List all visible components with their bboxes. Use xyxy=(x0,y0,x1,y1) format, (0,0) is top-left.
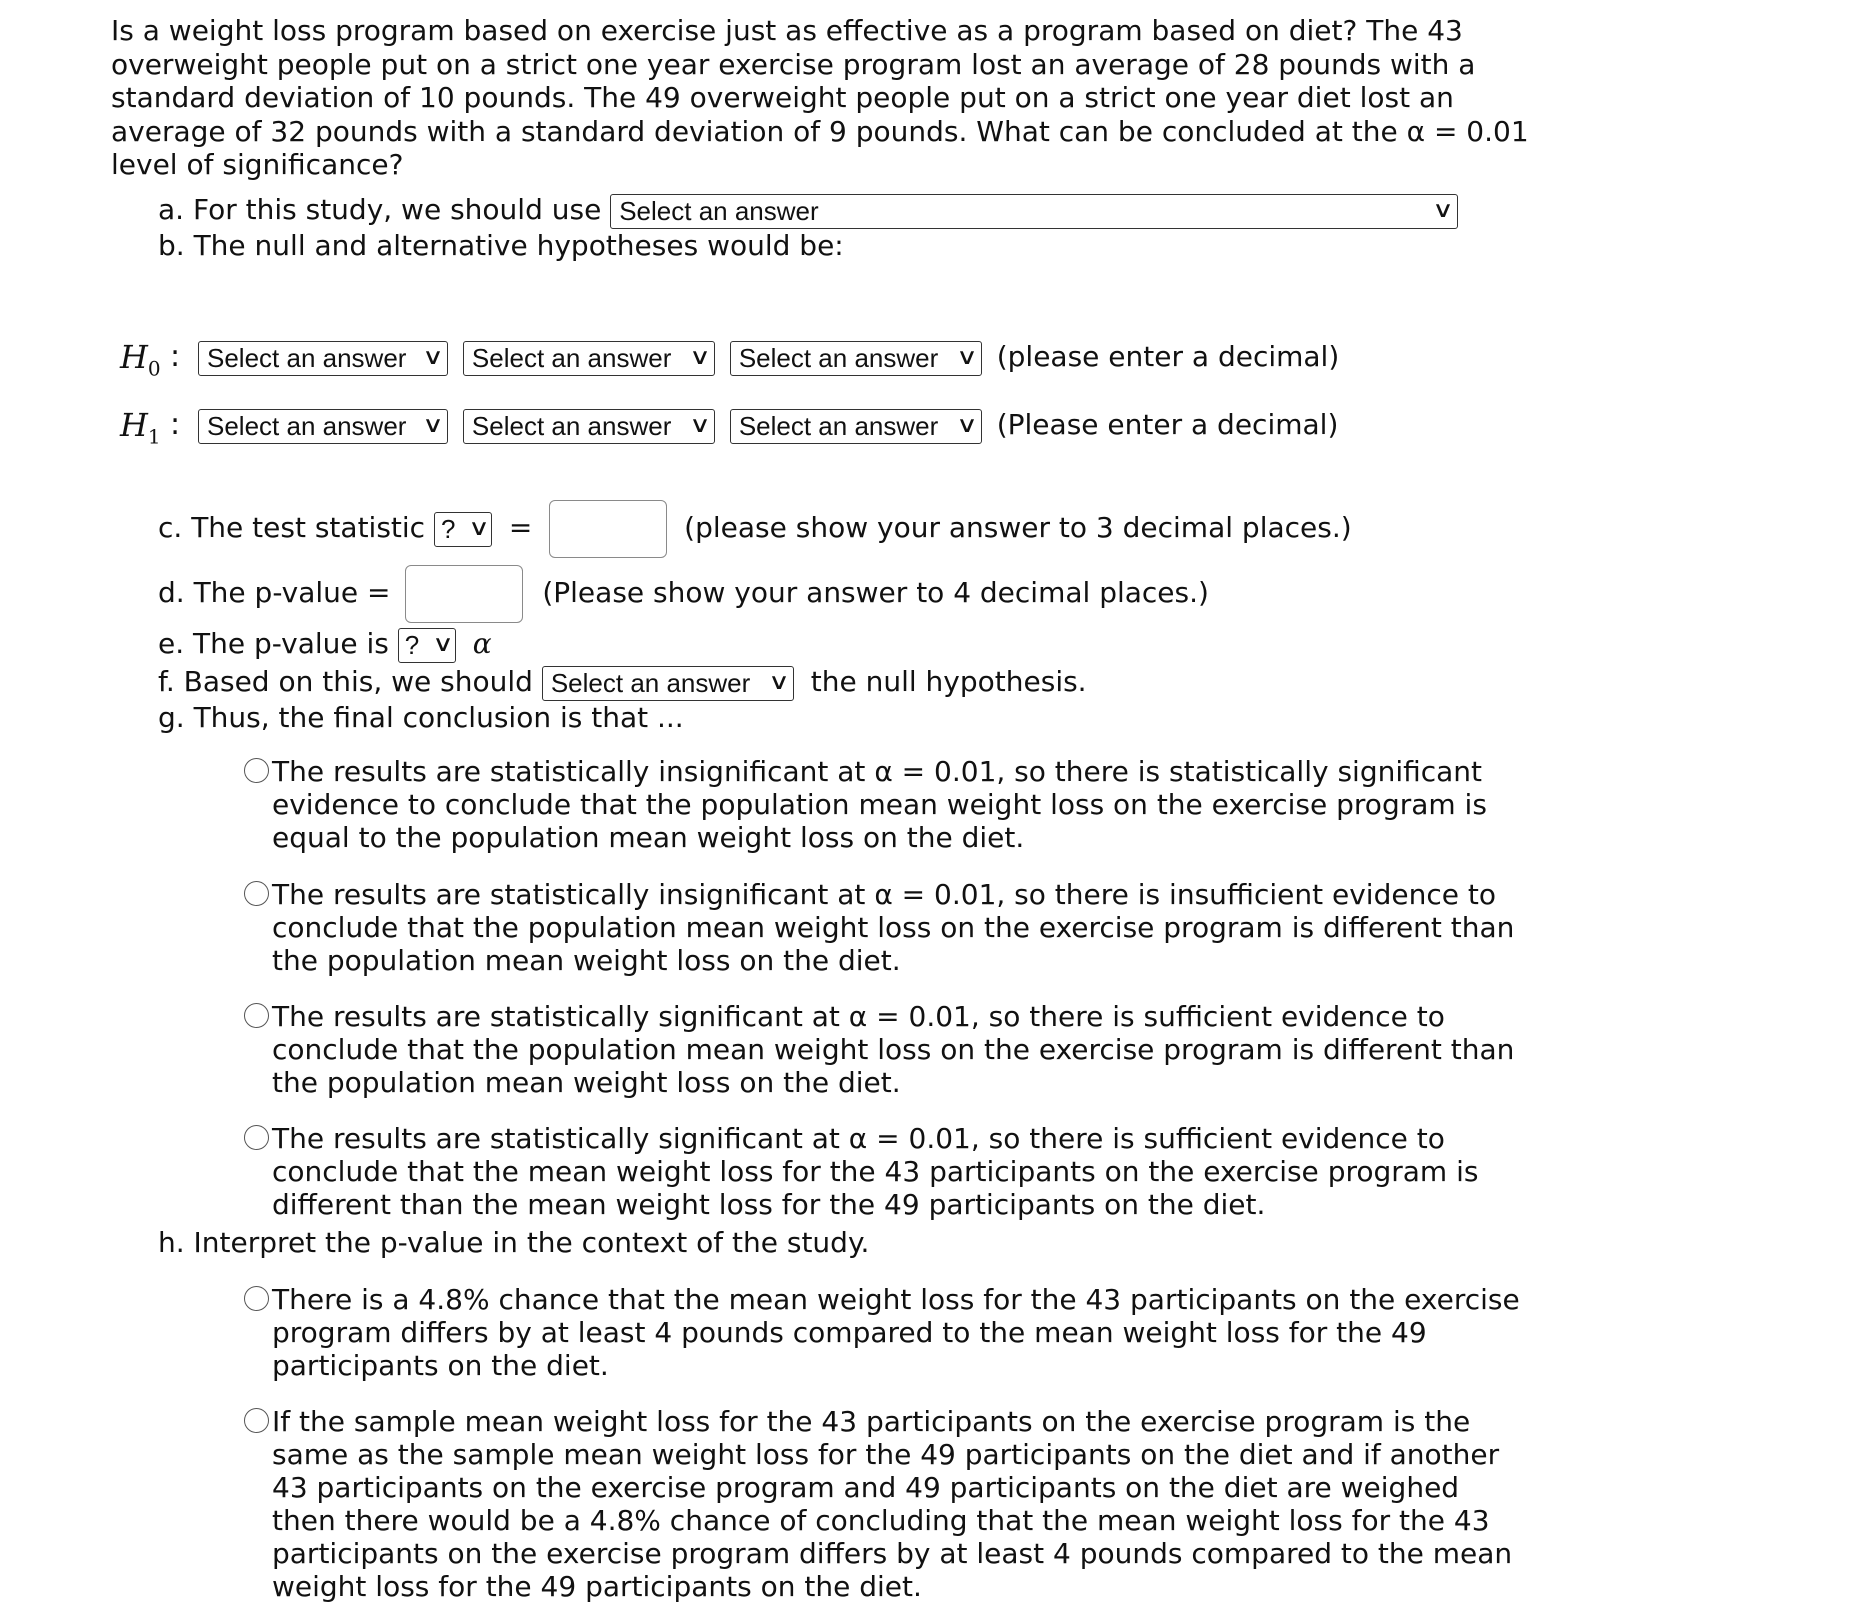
chevron-down-icon: ∨ xyxy=(955,413,978,438)
part-c-row xyxy=(158,500,1352,558)
select-text: Select an answer xyxy=(738,343,939,373)
radio-button[interactable] xyxy=(244,1286,269,1311)
part-h-label: h. Interpret the p-value in the context of the study. xyxy=(158,1226,870,1259)
chevron-down-icon: ∨ xyxy=(955,345,978,370)
radio-button[interactable] xyxy=(244,758,269,783)
h0-value-select[interactable] xyxy=(730,341,982,376)
test-type-select[interactable] xyxy=(610,194,1458,229)
chevron-down-icon: ∨ xyxy=(468,516,490,541)
radio-button[interactable] xyxy=(244,1003,269,1028)
select-text: Select an answer xyxy=(471,411,672,441)
part-d-label: d. The p-value = xyxy=(158,576,391,609)
part-e-label: e. The p-value is xyxy=(158,627,389,660)
part-f-suffix: the null hypothesis. xyxy=(810,665,1087,698)
test-statistic-type-select[interactable] xyxy=(434,512,492,547)
option-text: If the sample mean weight loss for the 43 participants on the exercise program is the same as the sample mean weight loss for the 49 participants on the diet and if another 43 participants on the exercise program and 49 participants on the diet are weighed then there would be a 4.8% chance of concluding that the mean weight loss for the 43 participants on the exercise program differs by at least 4 pounds compared to the mean weight loss for the 49 participants on the diet. xyxy=(272,1405,1513,1603)
part-d-row xyxy=(158,565,1209,623)
part-a-label: a. For this study, we should use xyxy=(158,193,602,226)
option-text: The results are statistically significant at α = 0.01, so there is sufficient evidence to conclude that the mean weight loss for the 43 participants on the exercise program is different than the mean weight loss for the 49 participants on the diet. xyxy=(272,1122,1479,1221)
radio-button[interactable] xyxy=(244,1125,269,1150)
h0-row xyxy=(198,339,1339,376)
h0-parameter-select[interactable] xyxy=(198,341,448,376)
problem-statement: Is a weight loss program based on exercise just as effective as a program based on diet? The 43 overweight people put on a strict one year exercise program lost an average of 28 pounds with a standard deviation of 10 pounds. The 49 overweight people put on a strict one year diet lost an average of 32 pounds with a standard deviation of 9 pounds. What can be concluded at the α = 0.01 level of significance? xyxy=(111,14,1529,181)
chevron-down-icon: ∨ xyxy=(688,345,711,370)
h0-note: (please enter a decimal) xyxy=(996,340,1340,373)
part-f-row xyxy=(158,664,1087,701)
interpretation-option xyxy=(240,1283,1520,1382)
chevron-down-icon: ∨ xyxy=(1432,198,1455,223)
part-f-label: f. Based on this, we should xyxy=(158,665,533,698)
select-text: ? xyxy=(404,630,420,660)
p-value-comparison-select[interactable] xyxy=(398,628,456,663)
select-text: Select an answer xyxy=(550,668,751,698)
h0-operator-select[interactable] xyxy=(463,341,715,376)
option-text: There is a 4.8% chance that the mean weight loss for the 43 participants on the exercise program differs by at least 4 pounds compared to the mean weight loss for the 49 participants on the diet. xyxy=(272,1283,1520,1382)
h1-row xyxy=(198,407,1338,444)
h1-note: (Please enter a decimal) xyxy=(996,408,1339,441)
interpretation-option xyxy=(240,1405,1520,1603)
option-text: The results are statistically insignificant at α = 0.01, so there is insufficient evidence to conclude that the population mean weight loss on the exercise program is different than the population mean weight loss on the diet. xyxy=(272,878,1515,977)
option-text: The results are statistically significant at α = 0.01, so there is sufficient evidence to conclude that the population mean weight loss on the exercise program is different than the population mean weight loss on the diet. xyxy=(272,1000,1515,1099)
option-text: The results are statistically insignificant at α = 0.01, so there is statistically significant evidence to conclude that the population mean weight loss on the exercise program is equal to the population mean weight loss on the diet. xyxy=(272,755,1487,854)
select-text: Select an answer xyxy=(207,411,407,441)
part-g-label: g. Thus, the final conclusion is that ... xyxy=(158,701,684,734)
conclusion-option xyxy=(240,755,1520,854)
chevron-down-icon: ∨ xyxy=(431,632,454,657)
part-c-note: (please show your answer to 3 decimal places.) xyxy=(684,511,1352,544)
chevron-down-icon: ∨ xyxy=(688,413,711,438)
conclusion-option xyxy=(240,1000,1520,1099)
test-statistic-input[interactable] xyxy=(549,500,667,558)
h1-label: $H_1$ xyxy=(120,406,161,449)
select-text: Select an answer xyxy=(471,343,672,373)
h1-colon: : xyxy=(170,407,181,442)
h1-parameter-select[interactable] xyxy=(198,409,448,444)
h0-label: $H_0$ xyxy=(120,338,161,381)
select-text: ? xyxy=(440,514,456,544)
select-text: Select an answer xyxy=(738,411,939,441)
h0-colon: : xyxy=(170,339,181,374)
select-text: Select an answer xyxy=(207,343,407,373)
radio-button[interactable] xyxy=(244,881,269,906)
alpha-symbol: α xyxy=(472,627,492,660)
chevron-down-icon: ∨ xyxy=(422,413,444,438)
h1-value-select[interactable] xyxy=(730,409,982,444)
conclusion-option xyxy=(240,1122,1520,1221)
part-e-row xyxy=(158,626,492,663)
part-a-row xyxy=(158,192,1458,229)
part-c-label: c. The test statistic xyxy=(158,511,426,544)
radio-button[interactable] xyxy=(244,1408,269,1433)
decision-select[interactable] xyxy=(542,666,794,701)
select-text: Select an answer xyxy=(619,196,819,226)
equals-sign: = xyxy=(508,511,533,544)
p-value-input[interactable] xyxy=(405,565,523,623)
part-d-note: (Please show your answer to 4 decimal places.) xyxy=(542,576,1209,609)
h1-operator-select[interactable] xyxy=(463,409,715,444)
chevron-down-icon: ∨ xyxy=(422,345,444,370)
part-b-label: b. The null and alternative hypotheses would be: xyxy=(158,229,844,262)
conclusion-option xyxy=(240,878,1520,977)
chevron-down-icon: ∨ xyxy=(767,670,790,695)
